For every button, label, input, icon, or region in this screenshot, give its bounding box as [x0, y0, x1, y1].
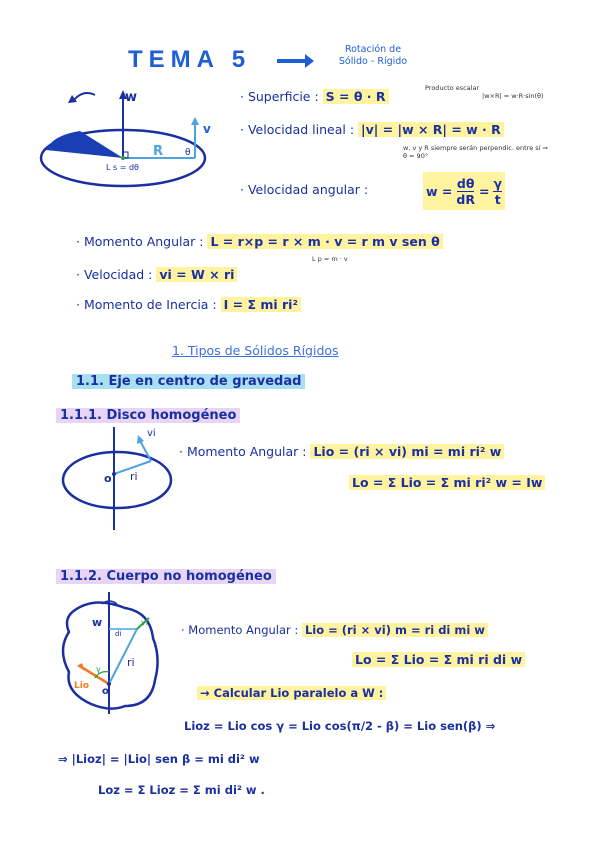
diagram1-arc-note: L s = dθ: [106, 163, 139, 172]
velocidad-lineal-label: · Velocidad lineal :: [240, 122, 355, 137]
superficie-formula: S = θ · R: [323, 89, 389, 104]
disco-momento-label: · Momento Angular :: [179, 444, 307, 459]
body-ri-label: ri: [127, 656, 135, 669]
body-o-label: o: [102, 686, 109, 697]
disc-vi-label: vi: [147, 428, 156, 439]
subtitle-line-2: Sólido - Rígido: [338, 56, 408, 67]
disc-o-label: o: [104, 472, 112, 485]
page-title: TEMA 5: [128, 46, 252, 73]
body-vi-label: vi: [141, 618, 148, 627]
velocidad-angular-row: [240, 182, 368, 197]
body-w-label: w: [92, 616, 103, 629]
fraction-2: [493, 176, 502, 207]
producto-escalar-note: Producto escalar: [425, 84, 480, 92]
velocidad-label: · Velocidad :: [76, 267, 153, 282]
cuerpo-formula-3: Lioz = Lio cos γ = Lio cos(π/2 - β) = Lio sen(β) ⇒: [184, 719, 496, 733]
w-equals: w =: [426, 183, 453, 199]
body-gamma-label: γ: [96, 665, 101, 674]
diagram1-theta: θ: [185, 148, 191, 158]
subtitle-line-1: Rotación de: [344, 44, 402, 55]
arrow-right-icon: [275, 50, 315, 72]
cuerpo-formula-2: Lo = Σ Lio = Σ mi ri di w: [352, 652, 525, 667]
section-1-title: 1. Tipos de Sólidos Rígidos: [172, 343, 339, 358]
denominator-2: t: [494, 191, 501, 207]
velocidad-row: [76, 267, 237, 282]
homogeneous-disc-diagram: [55, 425, 185, 535]
section-1-1-1-title: 1.1.1. Disco homogéneo: [56, 408, 240, 423]
cuerpo-momento-label: · Momento Angular :: [181, 623, 299, 637]
momento-angular-note: L p = m · v: [312, 255, 348, 263]
cuerpo-momento-row: [181, 623, 488, 637]
diagram1-v-label: v: [203, 122, 211, 136]
velocidad-lineal-formula: |v| = |w × R| = w · R: [358, 122, 504, 137]
momento-angular-label: · Momento Angular :: [76, 234, 204, 249]
section-1-1-2-title: 1.1.2. Cuerpo no homogéneo: [56, 569, 276, 584]
velocidad-lineal-row: [240, 122, 504, 137]
momento-inercia-row: [76, 297, 301, 312]
non-homogeneous-body-diagram: [55, 588, 175, 718]
section-1-1-title: 1.1. Eje en centro de gravedad: [72, 374, 305, 389]
momento-inercia-label: · Momento de Inercia :: [76, 297, 217, 312]
disc-ri-label: ri: [130, 470, 138, 483]
diagram1-r-label: R: [153, 144, 164, 159]
disco-formula-2: Lo = Σ Lio = Σ mi ri² w = Iw: [349, 475, 545, 490]
superficie-label: · Superficie :: [240, 89, 319, 104]
disco-momento-row: [179, 444, 504, 459]
calcular-lio-label: → Calcular Lio paralelo a W :: [197, 686, 386, 700]
page-subtitle: [318, 44, 428, 68]
cuerpo-formula-5: Loz = Σ Lioz = Σ mi di² w .: [98, 783, 265, 797]
superficie-row: [240, 89, 389, 104]
numerator-1: dθ: [456, 175, 475, 191]
numerator-2: γ: [493, 175, 502, 191]
body-lio-label: Lio: [74, 681, 90, 691]
cuerpo-formula-4: ⇒ |Lioz| = |Lio| sen β = mi di² w: [58, 752, 260, 766]
momento-angular-row: [76, 234, 443, 249]
velocidad-angular-label: · Velocidad angular :: [240, 182, 369, 197]
fraction-1: [456, 176, 475, 207]
velocidad-formula: vi = W × ri: [156, 267, 237, 282]
disco-formula-1: Lio = (ri × vi) mi = mi ri² w: [310, 444, 504, 459]
perpendicular-note: w, v y R siempre serán perpendic. entre sí ⇒ θ = 90°: [403, 144, 548, 160]
momento-angular-formula: L = r×p = r × m · v = r m v sen θ: [207, 234, 442, 249]
denominator-1: dR: [456, 191, 475, 207]
diagram1-w-label: w: [125, 90, 138, 105]
velocidad-angular-formula: [423, 172, 505, 210]
cuerpo-formula-1: Lio = (ri × vi) m = ri di mi w: [302, 623, 488, 637]
body-di-label: di: [115, 630, 122, 638]
momento-inercia-formula: I = Σ mi ri²: [221, 297, 301, 312]
producto-formula-note: |w×R| = w·R·sin(θ): [482, 92, 544, 100]
equals-sign: =: [478, 183, 490, 199]
